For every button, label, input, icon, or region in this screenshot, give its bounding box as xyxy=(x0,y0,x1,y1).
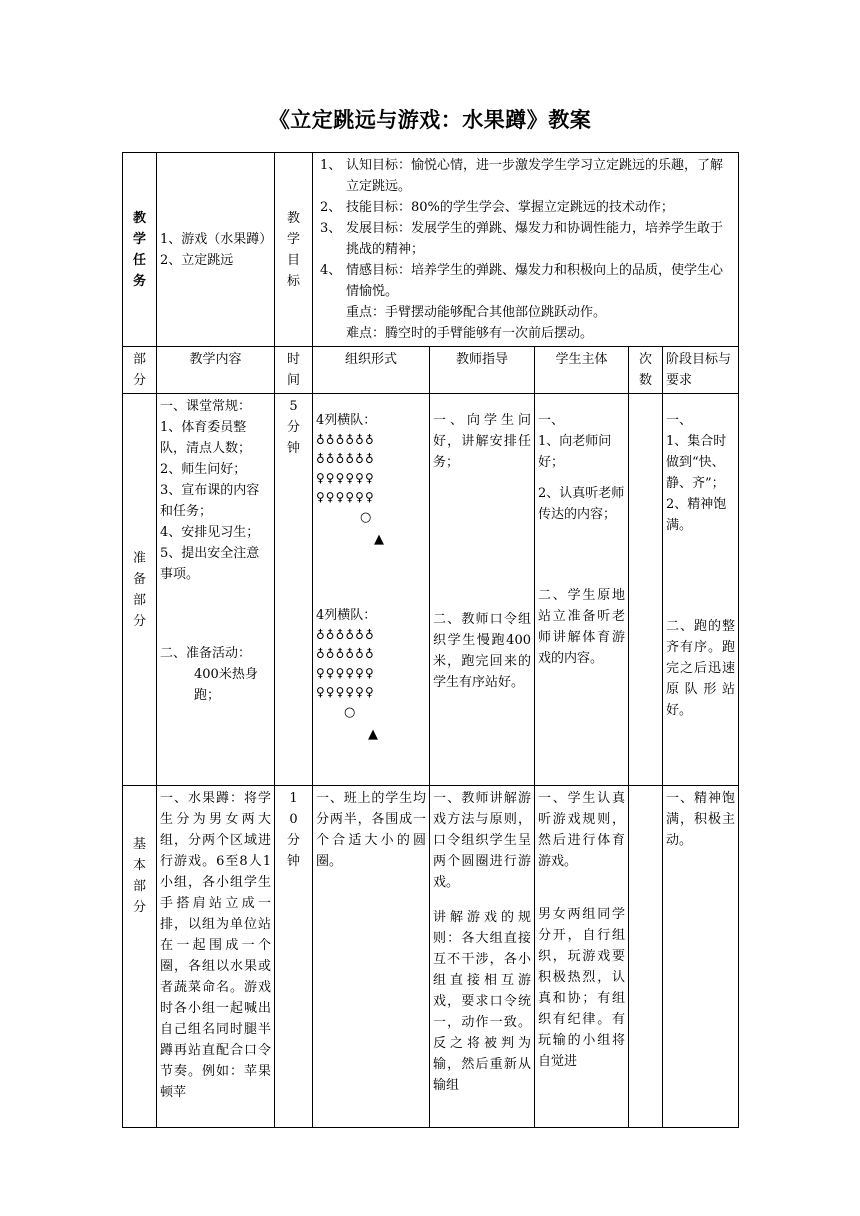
circle-marker: ○ xyxy=(344,705,356,720)
teacher-triangle-marker: ▲ xyxy=(374,532,384,547)
formation-label: 4列横队： xyxy=(316,608,377,623)
basic-student: 一、学生认真听游戏规则，然后进行体育游戏。 男女两组同学分开，自行组织，玩游戏要积极热烈，认真和协；有组织有纪律。有玩输的小组将自觉进 xyxy=(535,786,629,1128)
basic-time: 1 0 分 钟 xyxy=(275,786,313,1128)
formation-grid: ♁♁♁♁♁♁ ♁♁♁♁♁♁ ♀♀♀♀♀♀ ♀♀♀♀♀♀ xyxy=(316,628,375,699)
circle-marker: ○ xyxy=(360,510,372,525)
goal-item: 1、 认知目标：愉悦心情，进一步激发学生学习立定跳远的乐趣，了解立定跳远。 xyxy=(320,158,724,194)
header-org: 组织形式 xyxy=(313,347,430,394)
prep-part: 准 备 部 分 xyxy=(123,394,157,786)
header-teacher: 教师指导 xyxy=(430,347,535,394)
prep-goal: 一、 1、集合时做到“快、静、齐”； 2、精神饱满。 二、跑的整齐有序。跑完之后迅速原队形站好。 xyxy=(663,394,739,786)
goal-item: 4、 情感目标：培养学生的弹跳、爆发力和积极向上的品质，使学生心情愉悦。 xyxy=(320,263,724,299)
formation-label: 4列横队： xyxy=(316,413,377,428)
header-student: 学生主体 xyxy=(535,347,629,394)
teaching-goals xyxy=(313,153,739,347)
header-count: 次 数 xyxy=(629,347,663,394)
task-row xyxy=(123,153,739,347)
prep-time: 5 分 钟 xyxy=(275,394,313,786)
task-label: 教 学 任 务 xyxy=(123,153,157,347)
task-item: 1、游戏（水果蹲） xyxy=(160,231,273,247)
prep-count xyxy=(629,394,663,786)
basic-count xyxy=(629,786,663,1128)
difficulty: 难点：腾空时的手臂能够有一次前后摆动。 xyxy=(346,326,594,341)
formation-grid: ♁♁♁♁♁♁ ♁♁♁♁♁♁ ♀♀♀♀♀♀ ♀♀♀♀♀♀ xyxy=(316,433,375,504)
basic-org: 一、班上的学生均分两半，各围成一个合适大小的圆圈。 xyxy=(313,786,430,1128)
header-row xyxy=(123,347,739,394)
lesson-plan-table xyxy=(122,152,739,1128)
basic-part: 基 本 部 分 xyxy=(123,786,157,1128)
prep-org xyxy=(313,394,430,786)
goal-list xyxy=(316,155,735,302)
header-part: 部 分 xyxy=(123,347,157,394)
basic-teacher: 一、教师讲解游戏方法与原则，口令组织学生呈两个圆圈进行游戏。 讲解游戏的规则：各大组直接互不干涉，各小组直接相互游戏，要求口令统一，动作一致。反之将被判为输，然后重新从输组 xyxy=(430,786,535,1128)
goal-item: 2、 技能目标：80%的学生学会、掌握立定跳远的技术动作； xyxy=(320,200,674,215)
basic-row xyxy=(123,786,739,1128)
basic-content: 一、水果蹲：将学生分为男女两大组，分两个区域进行游戏。6至8人1小组，各小组学生手搭肩站立成一排，以组为单位站在一起围成一个圈，各组以水果或者蔬菜命名。游戏时各小组一起喊出自己组名同时腿半蹲再站直配合口令节奏。例如：苹果顿苹 xyxy=(157,786,275,1128)
prep-teacher: 一、向学生问好，讲解安排任务； 二、教师口令组织学生慢跑400米，跑完回来的学生有序站好。 xyxy=(430,394,535,786)
goal-label: 教 学 目 标 xyxy=(275,153,313,347)
prep-content-2: 二、准备活动： 400米热身跑； xyxy=(160,646,258,703)
key-point: 重点：手臂摆动能够配合其他部位跳跃动作。 xyxy=(346,305,607,320)
prep-row xyxy=(123,394,739,786)
prep-student: 一、 1、向老师问好； 2、认真听老师传达的内容； 二、学生原地站立准备听老师讲解体育游戏的内容。 xyxy=(535,394,629,786)
task-item: 2、立定跳远 xyxy=(160,252,234,268)
header-time: 时 间 xyxy=(275,347,313,394)
prep-content-1: 一、课堂常规： 1、体育委员整队，清点人数； 2、师生问好； 3、宣布课的内容和任务； 4、安排见习生； 5、提出安全注意事项。 xyxy=(160,399,260,582)
prep-content xyxy=(157,394,275,786)
basic-goal: 一、精神饱满，积极主动。 xyxy=(663,786,739,1128)
page-title: 《立定跳远与游戏：水果蹲》教案 xyxy=(268,107,592,132)
header-goal: 阶段目标与要求 xyxy=(663,347,739,394)
teacher-triangle-marker: ▲ xyxy=(368,727,378,742)
goal-item: 3、 发展目标：发展学生的弹跳、爆发力和协调性能力，培养学生敢于挑战的精神； xyxy=(320,221,724,257)
task-content xyxy=(157,153,275,347)
header-content: 教学内容 xyxy=(157,347,275,394)
